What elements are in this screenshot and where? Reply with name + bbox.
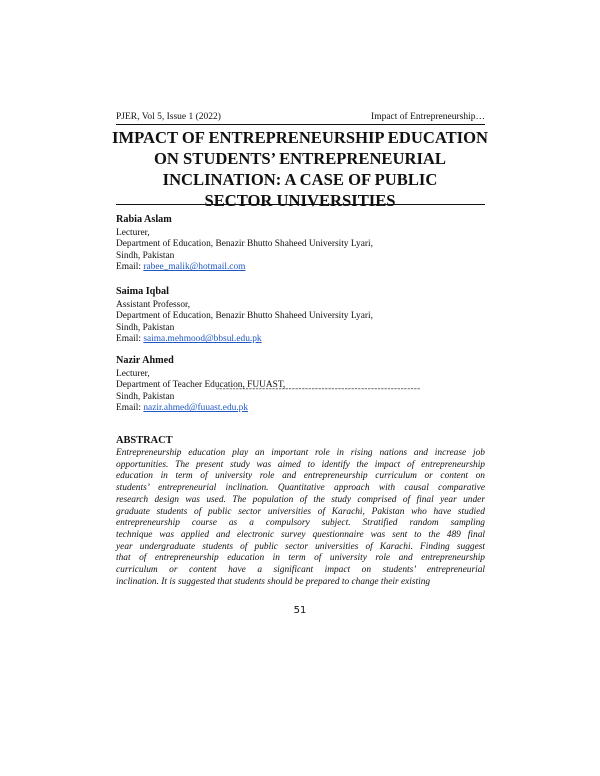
abstract-heading: ABSTRACT <box>116 435 173 446</box>
abstract-line: inclination. It is suggested that students should be prepared to change their existing <box>116 576 431 587</box>
author-name: Rabia Aslam <box>116 214 172 225</box>
abstract-line: education in term of university role and entrepreneurship curriculum or content on <box>116 471 485 482</box>
author-block-2 <box>116 286 496 346</box>
title-line: SECTOR UNIVERSITIES <box>204 191 396 210</box>
abstract-line: opportunities. The present study was aimed to identify the impact of entrepreneurship <box>116 459 485 470</box>
author-name: Nazir Ahmed <box>116 355 174 366</box>
author-email-line <box>116 334 496 346</box>
page-number: 51 <box>293 605 307 616</box>
email-label: Email: <box>116 403 144 414</box>
abstract-body <box>116 448 485 588</box>
author-department: Department of Education, Benazir Bhutto Shaheed University Lyari, <box>116 239 373 250</box>
header-rule <box>116 124 485 125</box>
title-rule <box>116 204 485 205</box>
author-position: Lecturer, <box>116 227 150 238</box>
author-department: Department of Teacher Education, FUUAST, <box>116 380 286 391</box>
author-department: Department of Education, Benazir Bhutto Shaheed University Lyari, <box>116 311 373 322</box>
author-email-link[interactable]: nazir.ahmed@fuuast.edu.pk <box>143 403 249 414</box>
running-header <box>116 111 485 123</box>
paper-title <box>110 127 490 211</box>
title-line: IMPACT OF ENTREPRENEURSHIP EDUCATION <box>111 128 488 147</box>
author-email-line <box>116 262 496 274</box>
author-position: Lecturer, <box>116 368 150 379</box>
author-location: Sindh, Pakistan <box>116 322 175 333</box>
abstract-line: graduate students of public sector universities of Karachi, Pakistan who have studied <box>116 506 485 517</box>
author-position: Assistant Professor, <box>116 299 191 310</box>
title-line: ON STUDENTS’ ENTREPRENEURIAL <box>154 149 446 168</box>
abstract-line: that of entrepreneurship education in term of university role and entrepreneurship <box>116 553 485 564</box>
email-label: Email: <box>116 262 144 273</box>
title-line: INCLINATION: A CASE OF PUBLIC <box>162 170 438 189</box>
author-email-link[interactable]: saima.mehmood@bbsul.edu.pk <box>143 334 262 345</box>
author-location: Sindh, Pakistan <box>116 391 175 402</box>
author-email-line <box>116 403 496 415</box>
abstract-line: Entrepreneurship education play an important role in rising nations and increase job <box>116 448 485 458</box>
email-label: Email: <box>116 334 144 345</box>
author-email-link[interactable]: rabee_malik@hotmail.com <box>143 262 246 273</box>
dashed-separator: -------------------------------------------------------------- <box>216 383 421 393</box>
abstract-line: research design was used. The population of the study comprised of final year under <box>116 494 485 505</box>
abstract-line: technique was applied and electronic survey questionnaire was sent to the 489 final <box>116 529 485 540</box>
abstract-line: students’ entrepreneurial inclination. Quantitative approach with causal comparative <box>116 483 485 494</box>
short-title: Impact of Entrepreneurship… <box>371 112 485 122</box>
abstract-line: year undergraduate students of public sector universities of Karachi. Finding suggest <box>116 541 485 552</box>
author-block-1 <box>116 214 496 274</box>
journal-citation: PJER, Vol 5, Issue 1 (2022) <box>116 112 221 122</box>
abstract-line: entrepreneurship course as a compulsory subject. Stratified random sampling <box>116 518 485 529</box>
author-name: Saima Iqbal <box>116 286 169 297</box>
author-location: Sindh, Pakistan <box>116 250 175 261</box>
abstract-line: curriculum or content have a significant impact on students’ entrepreneurial <box>116 565 485 576</box>
